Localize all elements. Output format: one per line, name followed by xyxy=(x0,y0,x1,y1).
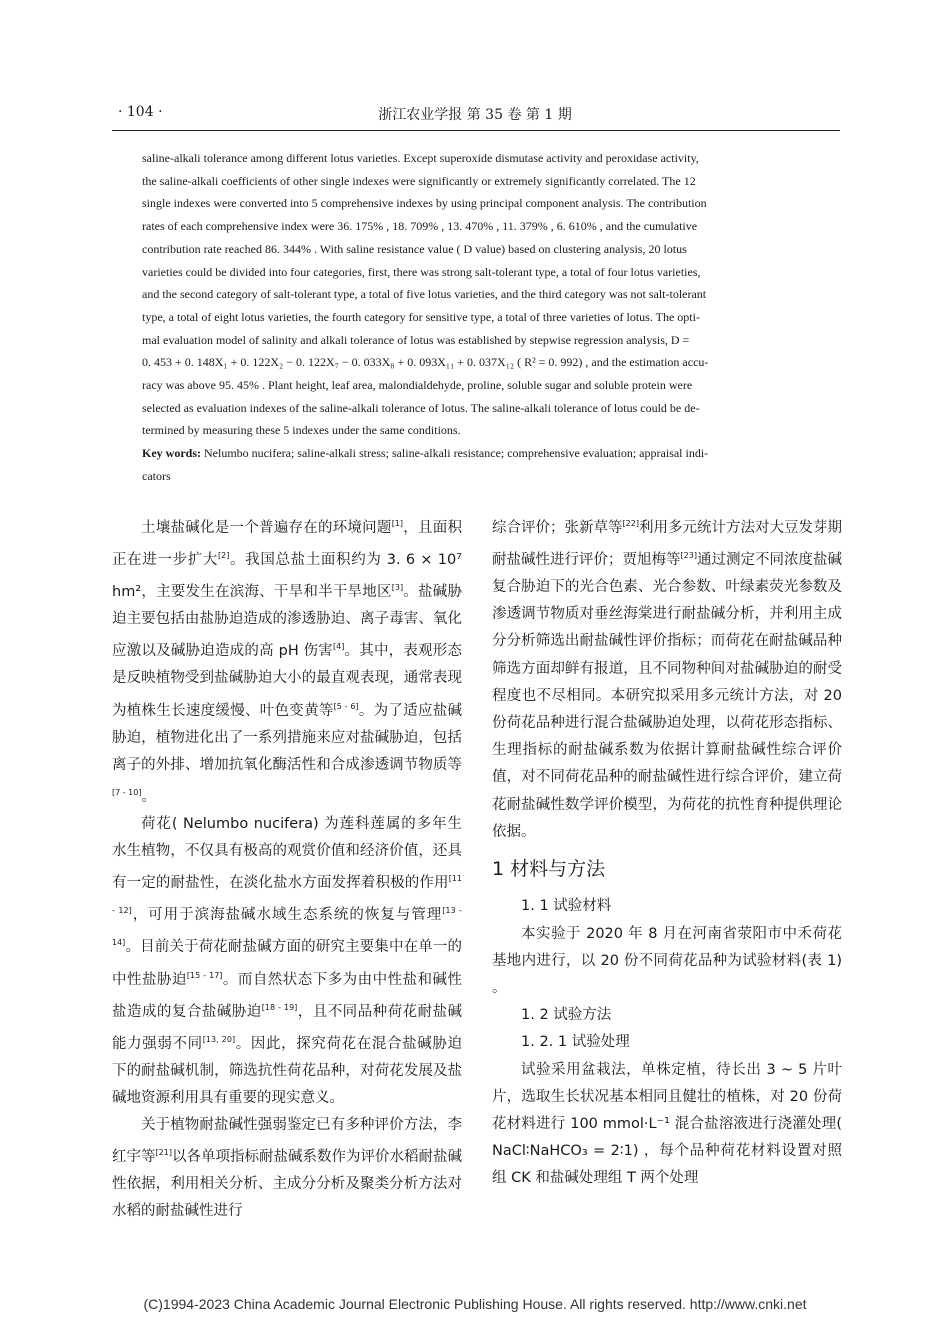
abstract-line: saline-alkali tolerance among different lotus varieties. Except superoxide dismutase activity and peroxidase activity, xyxy=(142,151,699,165)
keywords-line-2: cators xyxy=(142,468,171,483)
citation-ref: [13, 20] xyxy=(202,1034,236,1044)
abstract-line: termined by measuring these 5 indexes under the same conditions. xyxy=(142,423,461,438)
abstract-line: type, a total of eight lotus varieties, the fourth category for sensitive type, a total of three varieties of lotus. The opti- xyxy=(142,309,700,324)
left-column xyxy=(112,510,462,1226)
copyright-footer: (C)1994-2023 China Academic Journal Electronic Publishing House. All rights reserved. http://www.cnki.net xyxy=(143,1296,807,1312)
subsection-title: 1. 2 试验方法 xyxy=(521,1007,612,1024)
citation-ref: [4] xyxy=(332,642,345,652)
right-column xyxy=(492,510,842,1193)
intro-paragraph-2: 荷花( Nelumbo nucifera) 为莲科莲属的多年生水生植物，不仅具有极高的观赏价值和经济价值，还具有一定的耐盐性，在淡化盐水方面发挥着积极的作用[11 - 12]，可用于滨海盐碱水域生态系统的恢复与管理[13 - 14]。目前关于荷花耐盐碱方面的研究主要集中在单一的中性盐胁迫[15 - 17]。而自然状态下多为由中性盐和碱性盐造成的复合盐碱胁迫[18 - 19]，且不同品种荷花耐盐碱能力强弱不同[13, 20]。因此，探究荷花在混合盐碱胁迫下的耐盐碱机制，筛选抗性荷花品种，对荷花发展及盐碱地资源利用具有重要的现实意义。 xyxy=(112,816,463,1106)
english-abstract xyxy=(142,147,808,488)
citation-ref: [21] xyxy=(155,1148,172,1158)
citation-ref: [1] xyxy=(391,519,404,528)
citation-ref: [13 - 14] xyxy=(112,906,463,948)
abstract-line: racy was above 95. 45% . Plant height, leaf area, malondialdehyde, proline, soluble sugar and soluble protein were xyxy=(142,378,693,393)
citation-ref: [3] xyxy=(391,583,404,593)
abstract-line: single indexes were converted into 5 comprehensive indexes by using principal component analysis. The contribution xyxy=(142,196,707,211)
citation-ref: [18 - 19] xyxy=(261,1002,298,1012)
section-title: 1 材料与方法 xyxy=(492,858,606,881)
abstract-line: mal evaluation model of salinity and alkali tolerance of lotus was established by stepwise regression analysis, D = xyxy=(142,332,690,347)
header-divider xyxy=(112,130,840,131)
citation-ref: [2] xyxy=(218,551,230,561)
materials-paragraph: 本实验于 2020 年 8 月在河南省荥阳市中禾荷花基地内进行，以 20 份不同荷花品种为试验材料(表 1) 。 xyxy=(492,925,842,996)
abstract-line: contribution rate reached 86. 344% . With saline resistance value ( D value) based on clustering analysis, 20 lotus xyxy=(142,241,687,256)
subsection-title: 1. 1 试验材料 xyxy=(521,898,612,915)
abstract-line: rates of each comprehensive index were 36. 175% , 18. 709% , 13. 470% , 11. 379% , 6. 610% , and the cumulative xyxy=(142,219,698,234)
keywords-line xyxy=(142,442,808,465)
citation-ref: [5 - 6] xyxy=(333,701,359,711)
keywords-label: Key words: xyxy=(142,446,201,461)
subsubsection-title: 1. 2. 1 试验处理 xyxy=(521,1034,630,1051)
page-number: · 104 · xyxy=(118,104,163,120)
keywords-text: Nelumbo nucifera; saline-alkali stress; saline-alkali resistance; comprehensive evaluation; appraisal indi- xyxy=(201,446,709,461)
intro-paragraph-1: 土壤盐碱化是一个普遍存在的环境问题[1]，且面积正在进一步扩大[2]。我国总盐土面积约为 3. 6 × 10⁷ hm²，主要发生在滨海、干旱和半干旱地区[3]。盐碱胁迫主要包括由盐胁迫造成的渗透胁迫、离子毒害、氧化应激以及碱胁迫造成的高 pH 伤害[4]。其中，表观形态是反映植物受到盐碱胁迫大小的最直观表现，通常表现为植株生长速度缓慢、叶色变黄等[5 - 6]。为了适应盐碱胁迫，植物进化出了一系列措施来应对盐碱胁迫，包括离子的外排、增加抗氧化酶活性和合成渗透调节物质等[7 - 10]。 xyxy=(112,519,463,805)
intro-paragraph-3: 关于植物耐盐碱性强弱鉴定已有多种评价方法，李红宇等[21]以各单项指标耐盐碱系数作为评价水稻耐盐碱性依据，利用相关分析、主成分分析及聚类分析方法对水稻的耐盐碱性进行 xyxy=(112,1117,463,1220)
journal-header: 浙江农业学报 第 35 卷 第 1 期 xyxy=(378,107,572,123)
citation-ref: [7 - 10] xyxy=(112,787,142,797)
methods-paragraph: 试验采用盆栽法，单株定植，待长出 3 ~ 5 片叶片，选取生长状况基本相同且健壮的植株，对 20 份荷花材料进行 100 mmol·L⁻¹ 混合盐溶液进行浇灌处理( NaCl∶NaHCO₃ = 2∶1) ，每个品种荷花材料设置对照组 CK 和盐碱处理组 T 两个处理 xyxy=(492,1061,842,1187)
citation-ref: [11 - 12] xyxy=(112,874,462,916)
abstract-line: selected as evaluation indexes of the saline-alkali tolerance of lotus. The saline-alkali tolerance of lotus could be de- xyxy=(142,400,700,415)
intro-paragraph-3-cont: 综合评价；张新草等[22]利用多元统计方法对大豆发芽期耐盐碱性进行评价；贾旭梅等[23]通过测定不同浓度盐碱复合胁迫下的光合色素、光合参数、叶绿素荧光参数及渗透调节物质对垂丝海棠进行耐盐碱分析，并利用主成分分析筛选出耐盐碱性评价指标；而荷花在耐盐碱品种筛选方面却鲜有报道，且不同物种间对盐碱胁迫的耐受程度也不尽相同。本研究拟采用多元统计方法，对 20 份荷花品种进行混合盐碱胁迫处理，以荷花形态指标、生理指标的耐盐碱系数为依据计算耐盐碱性综合评价值，对不同荷花品种的耐盐碱性进行综合评价，建立荷花耐盐碱性数学评价模型，为荷花的抗性育种提供理论依据。 xyxy=(492,519,843,840)
citation-ref: [23] xyxy=(680,551,697,561)
citation-ref: [22] xyxy=(622,519,639,528)
abstract-line: 0. 453 + 0. 148X₁ + 0. 122X₂ − 0. 122X₇ − 0. 033X₈ + 0. 093X₁₁ + 0. 037X₁₂ ( R² = 0. 992) , and the estimation accu- xyxy=(142,355,709,370)
abstract-line: the saline-alkali coefficients of other single indexes were significantly or extremely significantly correlated. The 12 xyxy=(142,173,696,188)
citation-ref: [15 - 17] xyxy=(186,970,223,980)
abstract-line: varieties could be divided into four categories, first, there was strong salt-tolerant type, a total of four lotus varieties, xyxy=(142,264,701,279)
abstract-line: and the second category of salt-tolerant type, a total of five lotus varieties, and the third category was not salt-tolerant xyxy=(142,287,707,302)
